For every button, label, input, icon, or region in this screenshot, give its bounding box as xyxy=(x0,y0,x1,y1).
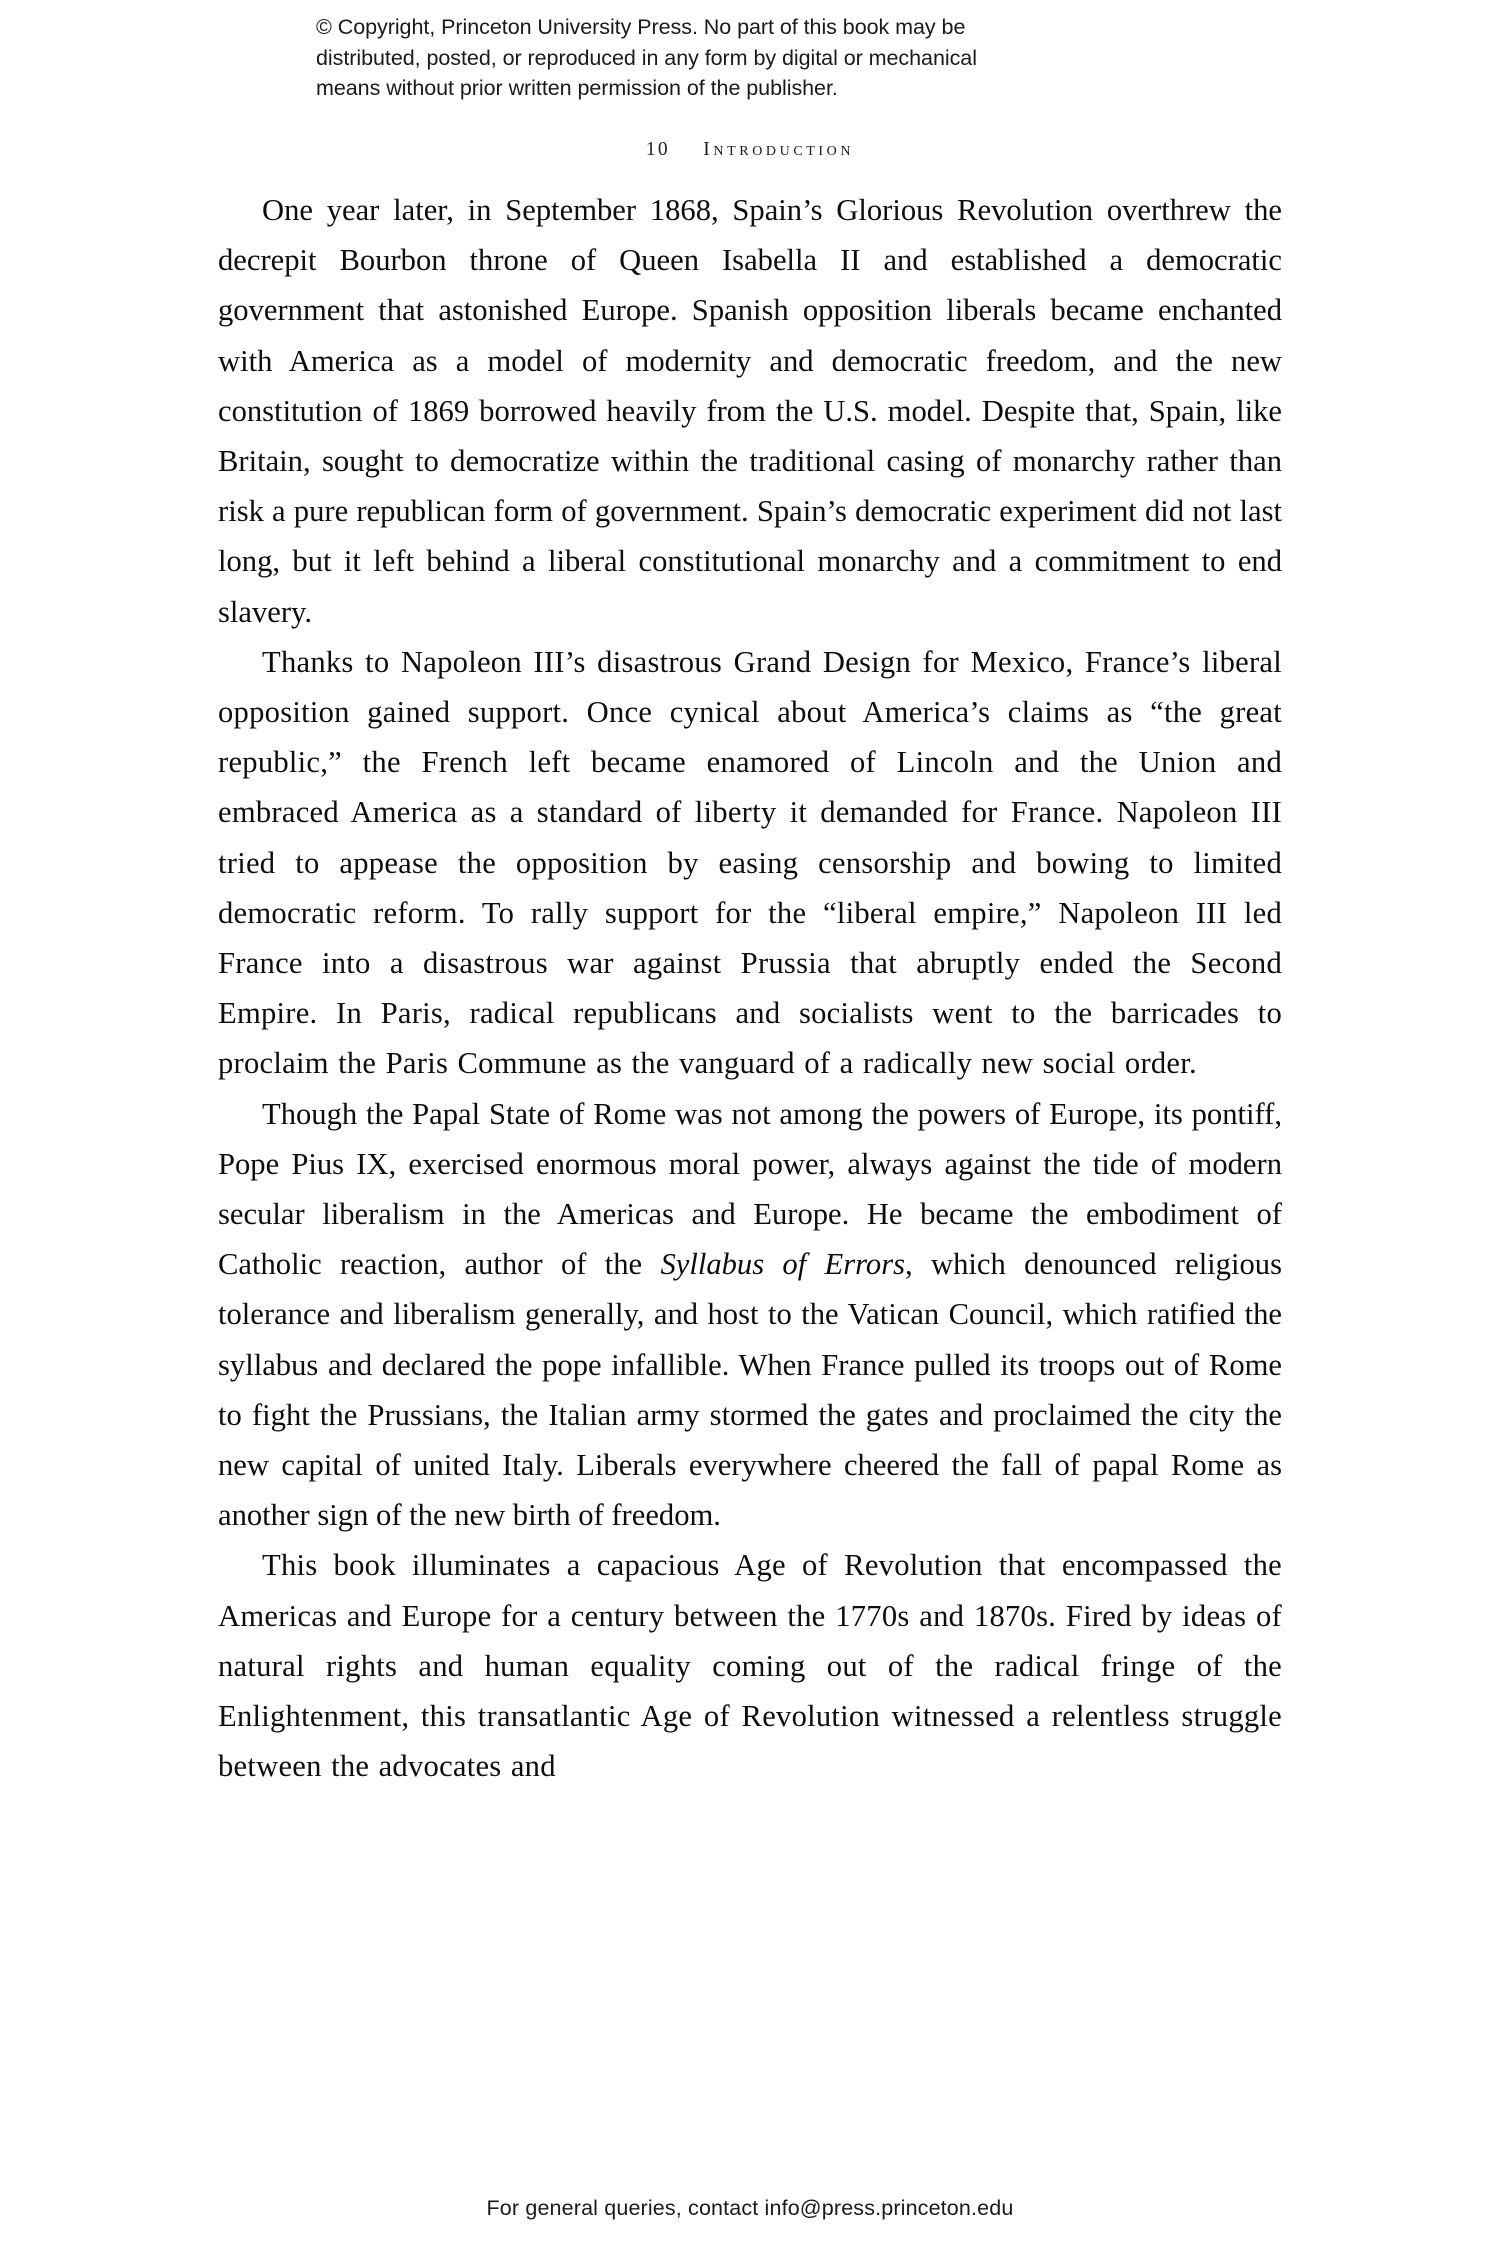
copyright-notice-line-3: means without prior written permission of the publisher. xyxy=(316,76,838,100)
paragraph-2: Thanks to Napoleon III’s disastrous Grand Design for Mexico, France’s liberal opposition gained support. Once cynical about America’s claims as “the great republic,” the French left became enamored of Lincoln and the Union and embraced America as a standard of liberty it demanded for France. Napoleon III tried to appease the opposition by easing censorship and bowing to limited democratic reform. To rally support for the “liberal empire,” Napoleon III led France into a disastrous war against Prussia that abruptly ended the Second Empire. In Paris, radical republicans and socialists went to the barricades to proclaim the Paris Commune as the vanguard of a radically new social order. xyxy=(218,644,1282,1081)
body-text-block xyxy=(218,185,1282,1792)
running-head xyxy=(218,139,1282,161)
paragraph-4: This book illuminates a capacious Age of Revolution that encompassed the Americas and Europe for a century between the 1770s and 1870s. Fired by ideas of natural rights and human equality coming out of the radical fringe of the Enlightenment, this transatlantic Age of Revolution witnessed a relentless struggle between the advocates and xyxy=(218,1548,1282,1784)
copyright-notice-line-2: distributed, posted, or reproduced in any form by digital or mechanical xyxy=(316,45,977,70)
paragraph-3 xyxy=(218,1089,1282,1541)
book-title-syllabus-of-errors: Syllabus of Errors xyxy=(660,1247,906,1282)
copyright-notice-line-1: © Copyright, Princeton University Press. No part of this book may be xyxy=(316,15,966,39)
footer-contact-note: For general queries, contact info@press.princeton.edu xyxy=(486,2196,1014,2220)
copyright-notice xyxy=(316,12,1156,104)
paragraph-1: One year later, in September 1868, Spain’s Glorious Revolution overthrew the decrepit Bourbon throne of Queen Isabella II and established a democratic government that astonished Europe. Spanish opposition liberals became enchanted with America as a model of modernity and democratic freedom, and the new constitution of 1869 borrowed heavily from the U.S. model. Despite that, Spain, like Britain, sought to democratize within the traditional casing of monarchy rather than risk a pure republican form of government. Spain’s democratic experiment did not last long, but it left behind a liberal constitutional monarchy and a commitment to end slavery. xyxy=(218,193,1282,629)
paragraph-3-trailing-text: , which denounced religious tolerance and liberalism generally, and host to the Vatican Council, which ratified the syllabus and declared the pope infallible. When France pulled its troops out of Rome to fight the Prussians, the Italian army stormed the gates and proclaimed the city the new capital of united Italy. Liberals everywhere cheered the fall of papal Rome as another sign of the new birth of freedom. xyxy=(218,1247,1282,1533)
page-number: 10 xyxy=(645,139,670,160)
running-head-title: Introduction xyxy=(703,139,855,160)
paragraph-3-lead-text: Though the Papal State of Rome was not among the powers of Europe, its pontiff, Pope Pius IX, exercised enormous moral power, always against the tide of modern secular liberalism in the Americas and Europe. He became the embodiment of Catholic reaction, author of the xyxy=(218,1096,1282,1282)
